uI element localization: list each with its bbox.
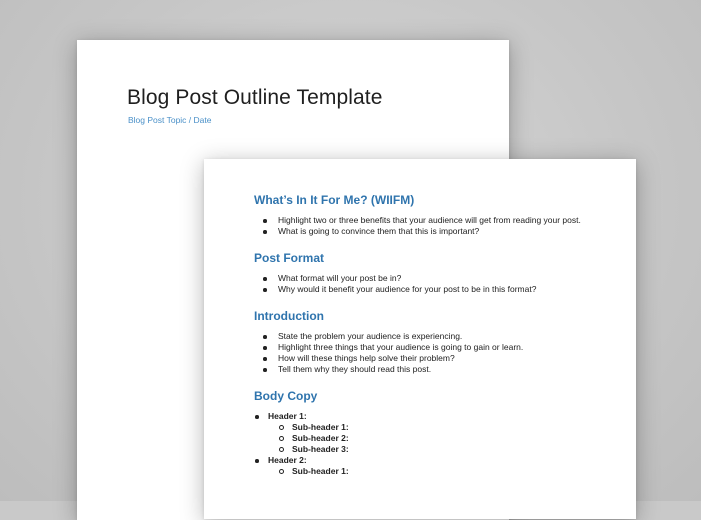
list-item: What is going to convince them that this is important? [254,226,614,237]
list-item: Why would it benefit your audience for your post to be in this format? [254,284,614,295]
subheader-item: Sub-header 1: [268,422,614,433]
document-page-front [204,159,636,519]
section-heading: Introduction [254,309,324,323]
document-title: Blog Post Outline Template [127,86,383,109]
list-item: Tell them why they should read this post. [254,364,614,375]
header-item [254,455,614,477]
list-item: How will these things help solve their problem? [254,353,614,364]
header-label: Header 2: [268,455,307,465]
section-heading: Post Format [254,251,325,265]
subheader-item: Sub-header 1: [268,466,614,477]
section-heading: What’s In It For Me? (WIIFM) [254,193,415,207]
section-introduction [254,309,614,375]
list-item: State the problem your audience is experiencing. [254,331,614,342]
outline-content [254,193,614,491]
list-item: What format will your post be in? [254,273,614,284]
subheader-item: Sub-header 2: [268,433,614,444]
bullet-list [254,331,614,375]
subheader-item: Sub-header 3: [268,444,614,455]
section-post-format [254,251,614,295]
header-item [254,411,614,455]
bullet-list [254,273,614,295]
section-wiifm [254,193,614,237]
list-item: Highlight three things that your audience is going to gain or learn. [254,342,614,353]
subheader-list [268,422,614,455]
header-label: Header 1: [268,411,307,421]
section-body-copy [254,389,614,477]
bullet-list [254,215,614,237]
document-subtitle: Blog Post Topic / Date [128,115,212,125]
header-list [254,411,614,477]
section-heading: Body Copy [254,389,318,403]
list-item: Highlight two or three benefits that your audience will get from reading your post. [254,215,614,226]
subheader-list [268,466,614,477]
